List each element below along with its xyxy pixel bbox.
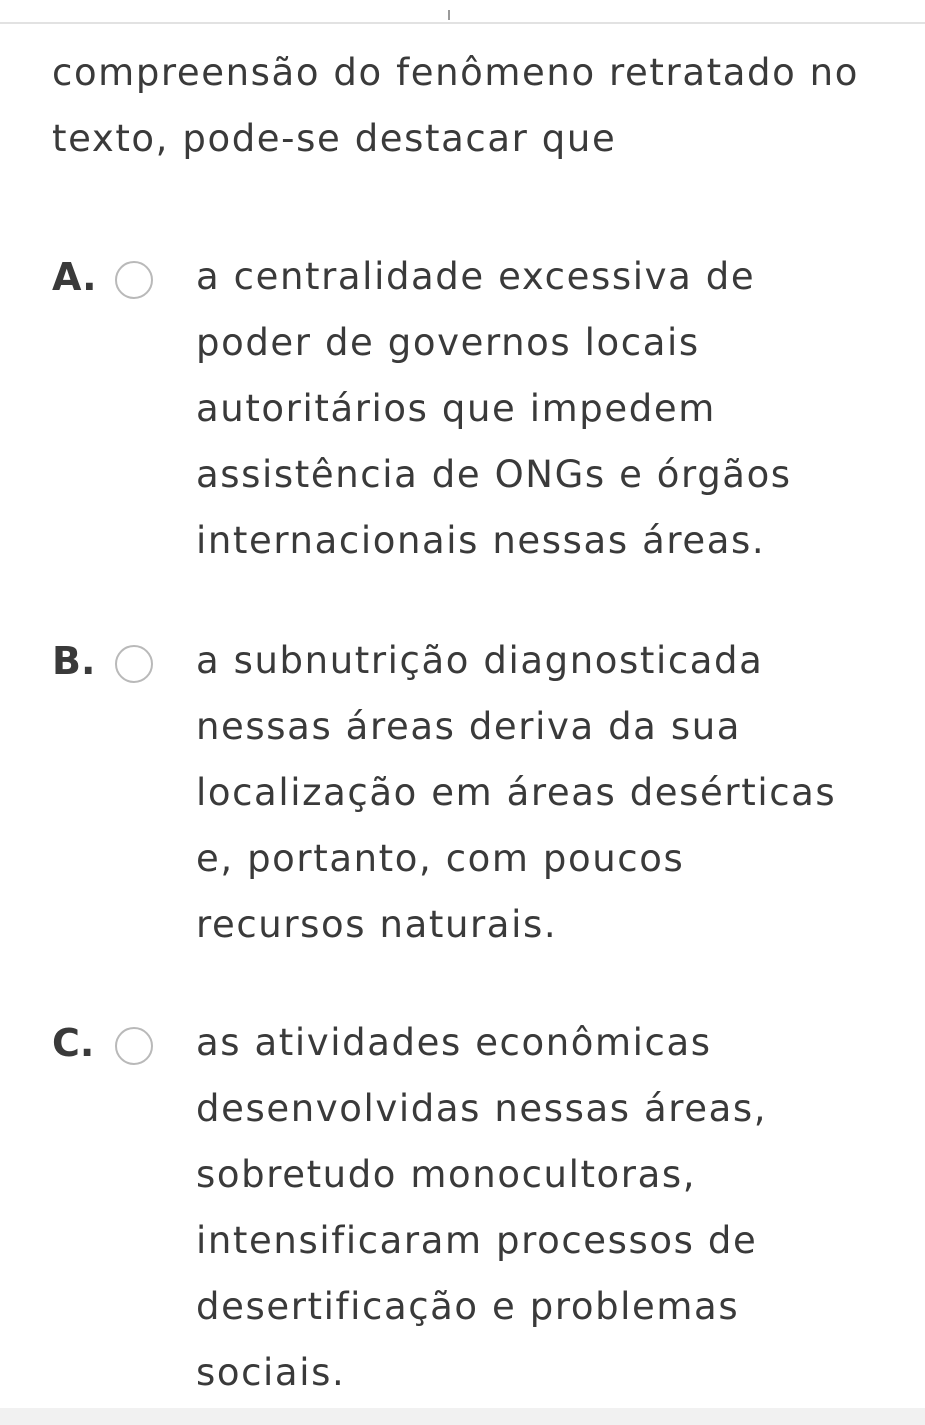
option-a-letter: A. (52, 255, 97, 299)
top-divider (0, 22, 925, 24)
option-b-text: a subnutrição diagnosticada nessas áreas deriva da sua localização em áreas desérticas e, portanto, com poucos recursos naturais. (196, 639, 837, 946)
option-a-text: a centralidade excessiva de poder de governos locais autoritários que impedem assistência de ONGs e órgãos internacionais nessas áreas. (196, 255, 792, 562)
option-c-letter: C. (52, 1021, 95, 1065)
question-stem: compreensão do fenômeno retratado no texto, pode-se destacar que (52, 51, 859, 160)
option-c-radio[interactable] (115, 1027, 153, 1065)
option-c-text: as atividades econômicas desenvolvidas nessas áreas, sobretudo monocultoras, intensificaram processos de desertificação e problemas sociais. (196, 1021, 768, 1394)
bottom-edge (0, 1408, 925, 1425)
option-a-radio[interactable] (115, 261, 153, 299)
option-b-letter: B. (52, 639, 96, 683)
option-b-radio[interactable] (115, 645, 153, 683)
top-divider-tick (448, 10, 450, 20)
